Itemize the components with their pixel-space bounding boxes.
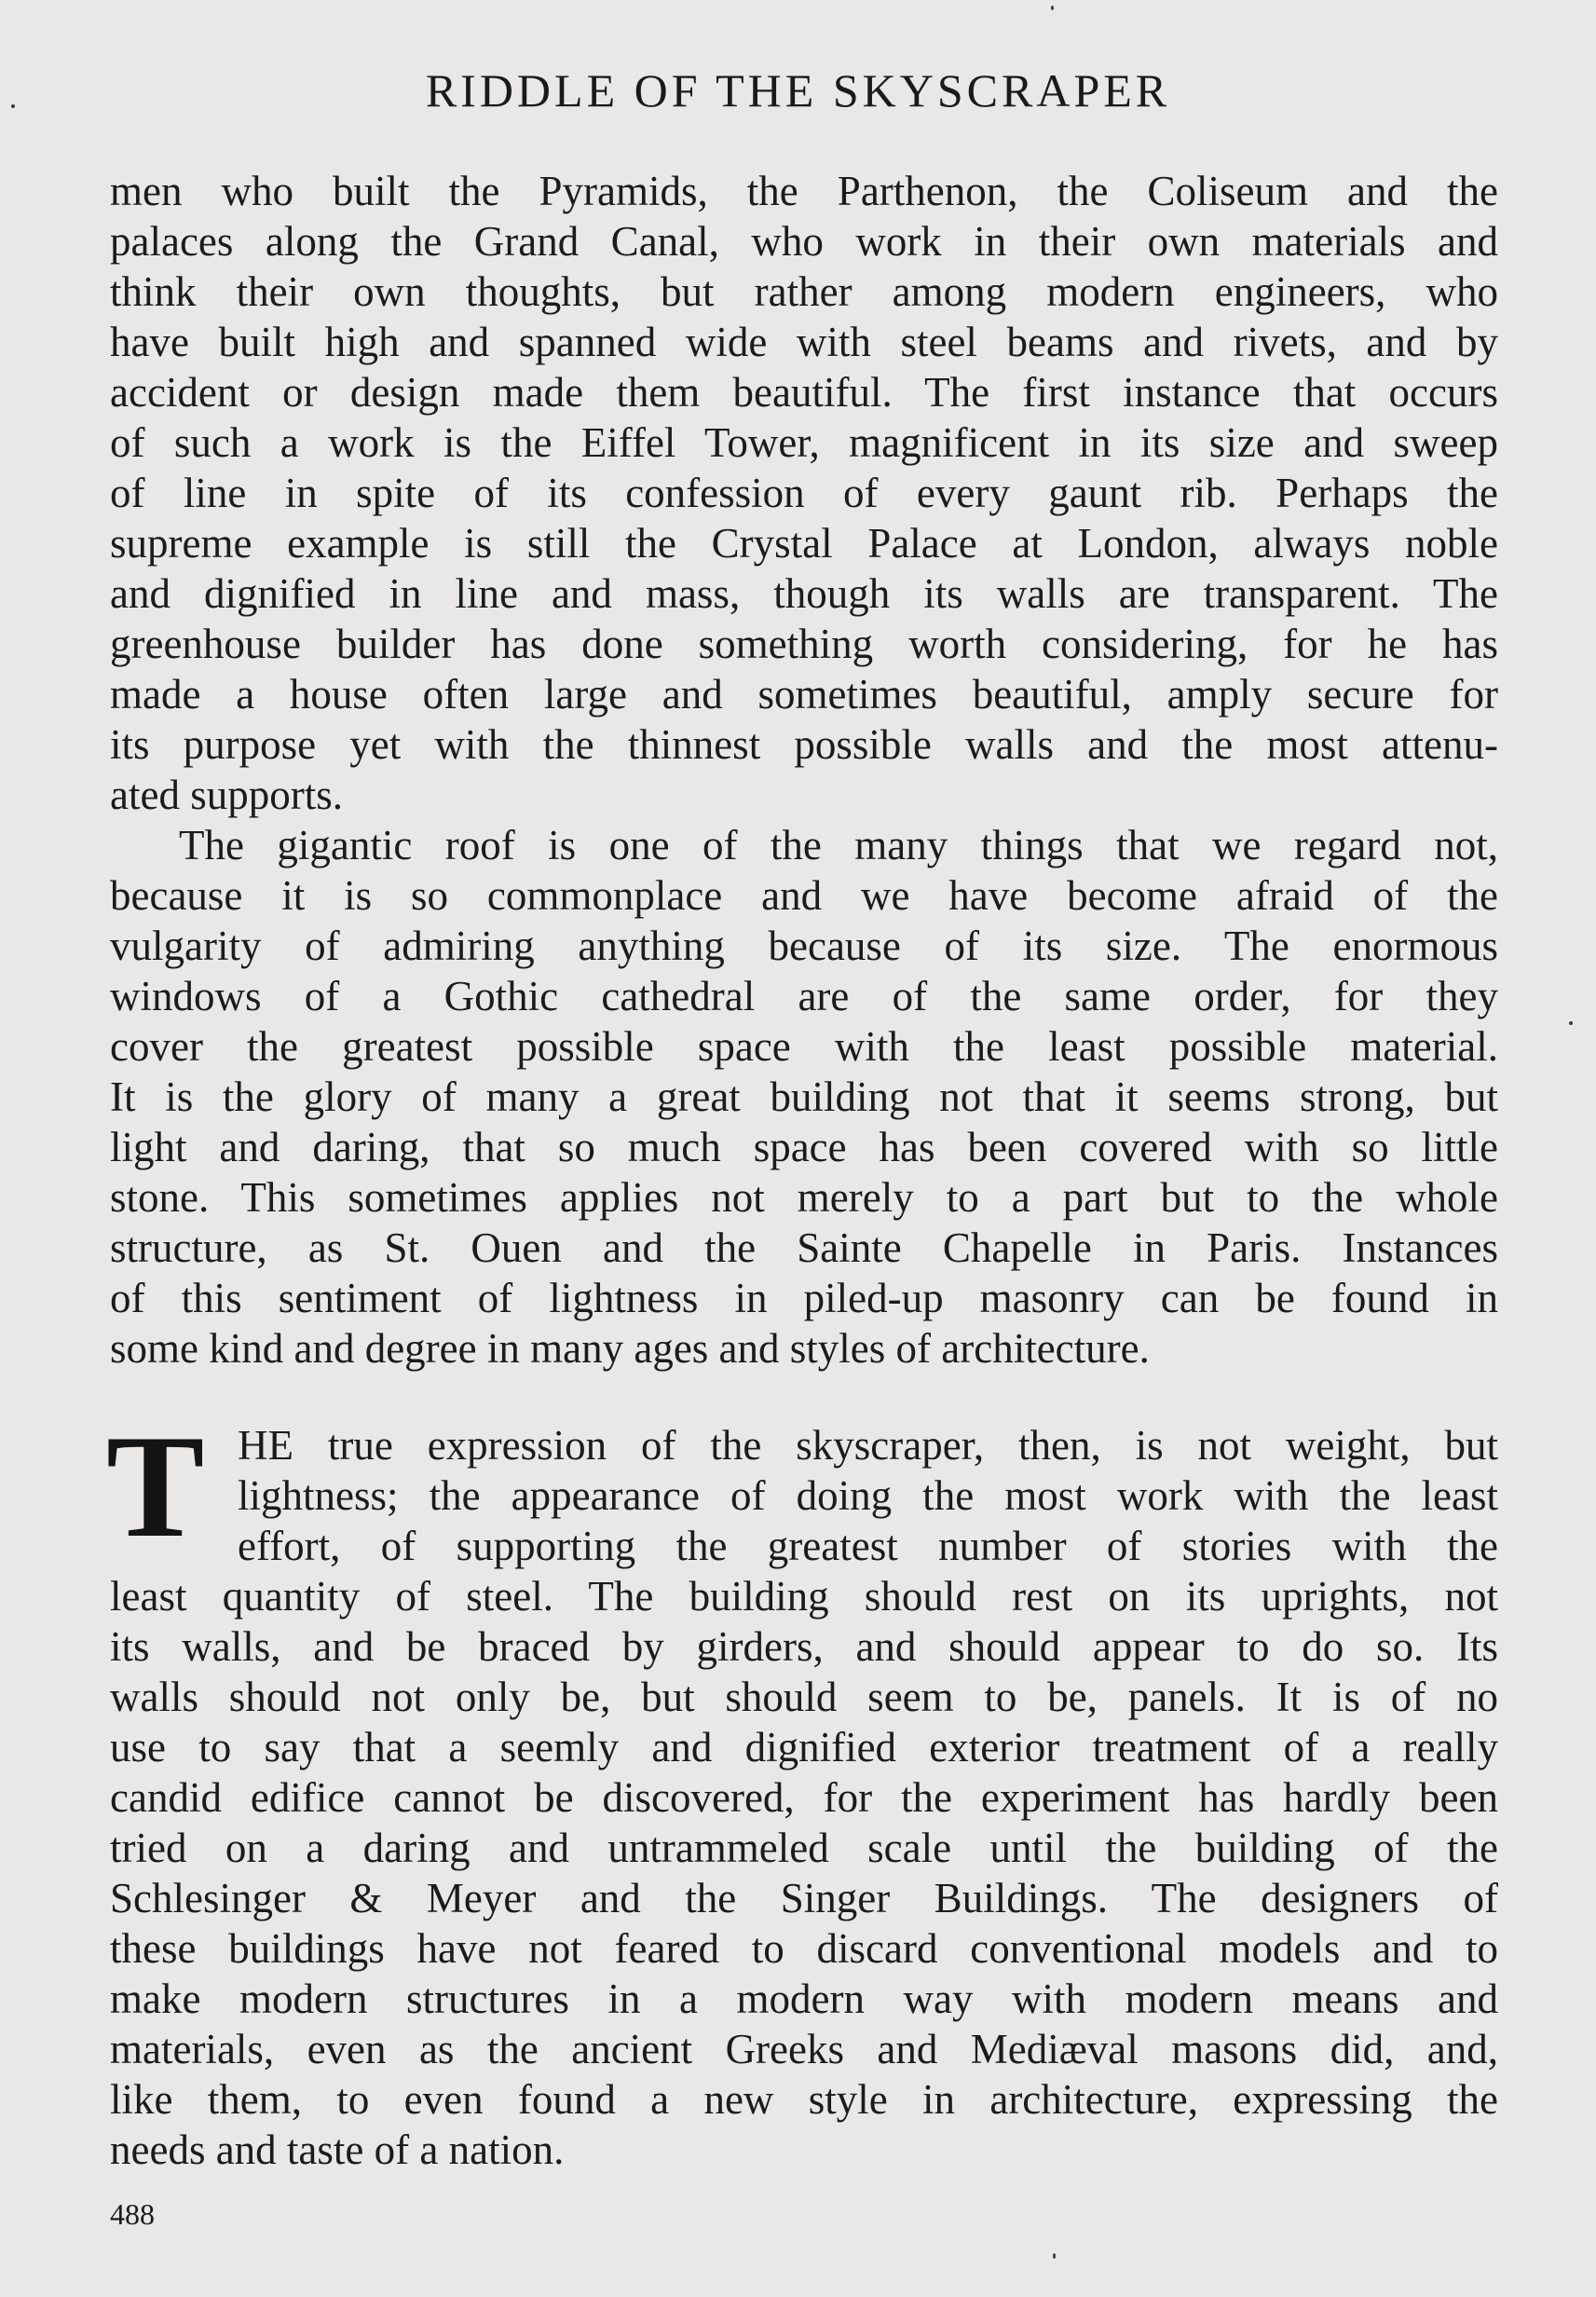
paragraph-2-line-3: vulgarity of admiring anything because of its size. The enormous (110, 923, 1498, 969)
page-number: 488 (110, 2197, 155, 2231)
paragraph-3-line-11: these buildings have not feared to discard conventional models and to (110, 1925, 1498, 1972)
paragraph-1-line-1: men who built the Pyramids, the Parthenon, the Coliseum and the (110, 168, 1498, 214)
paragraph-2-line-1: The gigantic roof is one of the many things that we regard not, (179, 822, 1498, 868)
paragraph-2-line-2: because it is so commonplace and we have become afraid of the (110, 872, 1498, 919)
paragraph-1-line-4: have built high and spanned wide with steel beams and rivets, and by (110, 319, 1498, 365)
paragraph-3-line-8: candid edifice cannot be discovered, for the experiment has hardly been (110, 1774, 1498, 1821)
paragraph-2-line-11: some kind and degree in many ages and styles of architecture. (110, 1325, 1150, 1372)
paragraph-1-line-8: supreme example is still the Crystal Palace at London, always noble (110, 520, 1498, 567)
paragraph-3-line-3: effort, of supporting the greatest number of stories with the (238, 1523, 1498, 1569)
paragraph-2-line-5: cover the greatest possible space with the least possible material. (110, 1023, 1498, 1070)
print-speck (11, 104, 15, 108)
paragraph-3-line-10: Schlesinger & Meyer and the Singer Buildings. The designers of (110, 1875, 1498, 1921)
paragraph-3-line-13: materials, even as the ancient Greeks and Mediæval masons did, and, (110, 2026, 1498, 2072)
paragraph-3-line-4: least quantity of steel. The building should rest on its uprights, not (110, 1573, 1498, 1620)
paragraph-1-line-6: of such a work is the Eiffel Tower, magnificent in its size and sweep (110, 419, 1498, 466)
drop-cap: T (106, 1405, 205, 1568)
paragraph-3-line-15: needs and taste of a nation. (110, 2126, 565, 2173)
paragraph-1-line-12: its purpose yet with the thinnest possible walls and the most attenu- (110, 721, 1498, 768)
paragraph-2-line-8: stone. This sometimes applies not merely to a part but to the whole (110, 1174, 1498, 1221)
paragraph-3-line-9: tried on a daring and untrammeled scale until the building of the (110, 1825, 1498, 1871)
print-speck (1051, 6, 1054, 10)
paragraph-1-line-5: accident or design made them beautiful. The first instance that occurs (110, 369, 1498, 416)
paragraph-1-line-3: think their own thoughts, but rather among modern engineers, who (110, 268, 1498, 315)
paragraph-3-line-14: like them, to even found a new style in architecture, expressing the (110, 2076, 1498, 2123)
paragraph-2-line-6: It is the glory of many a great building not that it seems strong, but (110, 1073, 1498, 1120)
paragraph-3-line-1: HE true expression of the skyscraper, then, is not weight, but (238, 1422, 1498, 1469)
paragraph-3-line-7: use to say that a seemly and dignified exterior treatment of a really (110, 1724, 1498, 1771)
paragraph-1-line-13: ated supports. (110, 772, 343, 818)
paragraph-3-line-6: walls should not only be, but should seem to be, panels. It is of no (110, 1674, 1498, 1720)
paragraph-2-line-4: windows of a Gothic cathedral are of the same order, for they (110, 973, 1498, 1019)
paragraph-2-line-9: structure, as St. Ouen and the Sainte Chapelle in Paris. Instances (110, 1224, 1498, 1271)
paragraph-1-line-10: greenhouse builder has done something worth considering, for he has (110, 621, 1498, 667)
print-speck (1053, 2253, 1056, 2259)
paragraph-3-line-2: lightness; the appearance of doing the most work with the least (238, 1472, 1498, 1519)
paragraph-3-line-5: its walls, and be braced by girders, and should appear to do so. Its (110, 1623, 1498, 1670)
paragraph-1-line-11: made a house often large and sometimes beautiful, amply secure for (110, 671, 1498, 718)
paragraph-3-line-12: make modern structures in a modern way with modern means and (110, 1976, 1498, 2022)
running-head: RIDDLE OF THE SKYSCRAPER (425, 64, 1171, 116)
paragraph-1-line-7: of line in spite of its confession of every gaunt rib. Perhaps the (110, 470, 1498, 516)
paragraph-1-line-9: and dignified in line and mass, though its walls are transparent. The (110, 570, 1498, 617)
paragraph-1-line-2: palaces along the Grand Canal, who work in their own materials and (110, 218, 1498, 265)
paragraph-2-line-7: light and daring, that so much space has been covered with so little (110, 1124, 1498, 1170)
paragraph-2-line-10: of this sentiment of lightness in piled-up masonry can be found in (110, 1275, 1498, 1321)
print-speck (1569, 1021, 1573, 1025)
